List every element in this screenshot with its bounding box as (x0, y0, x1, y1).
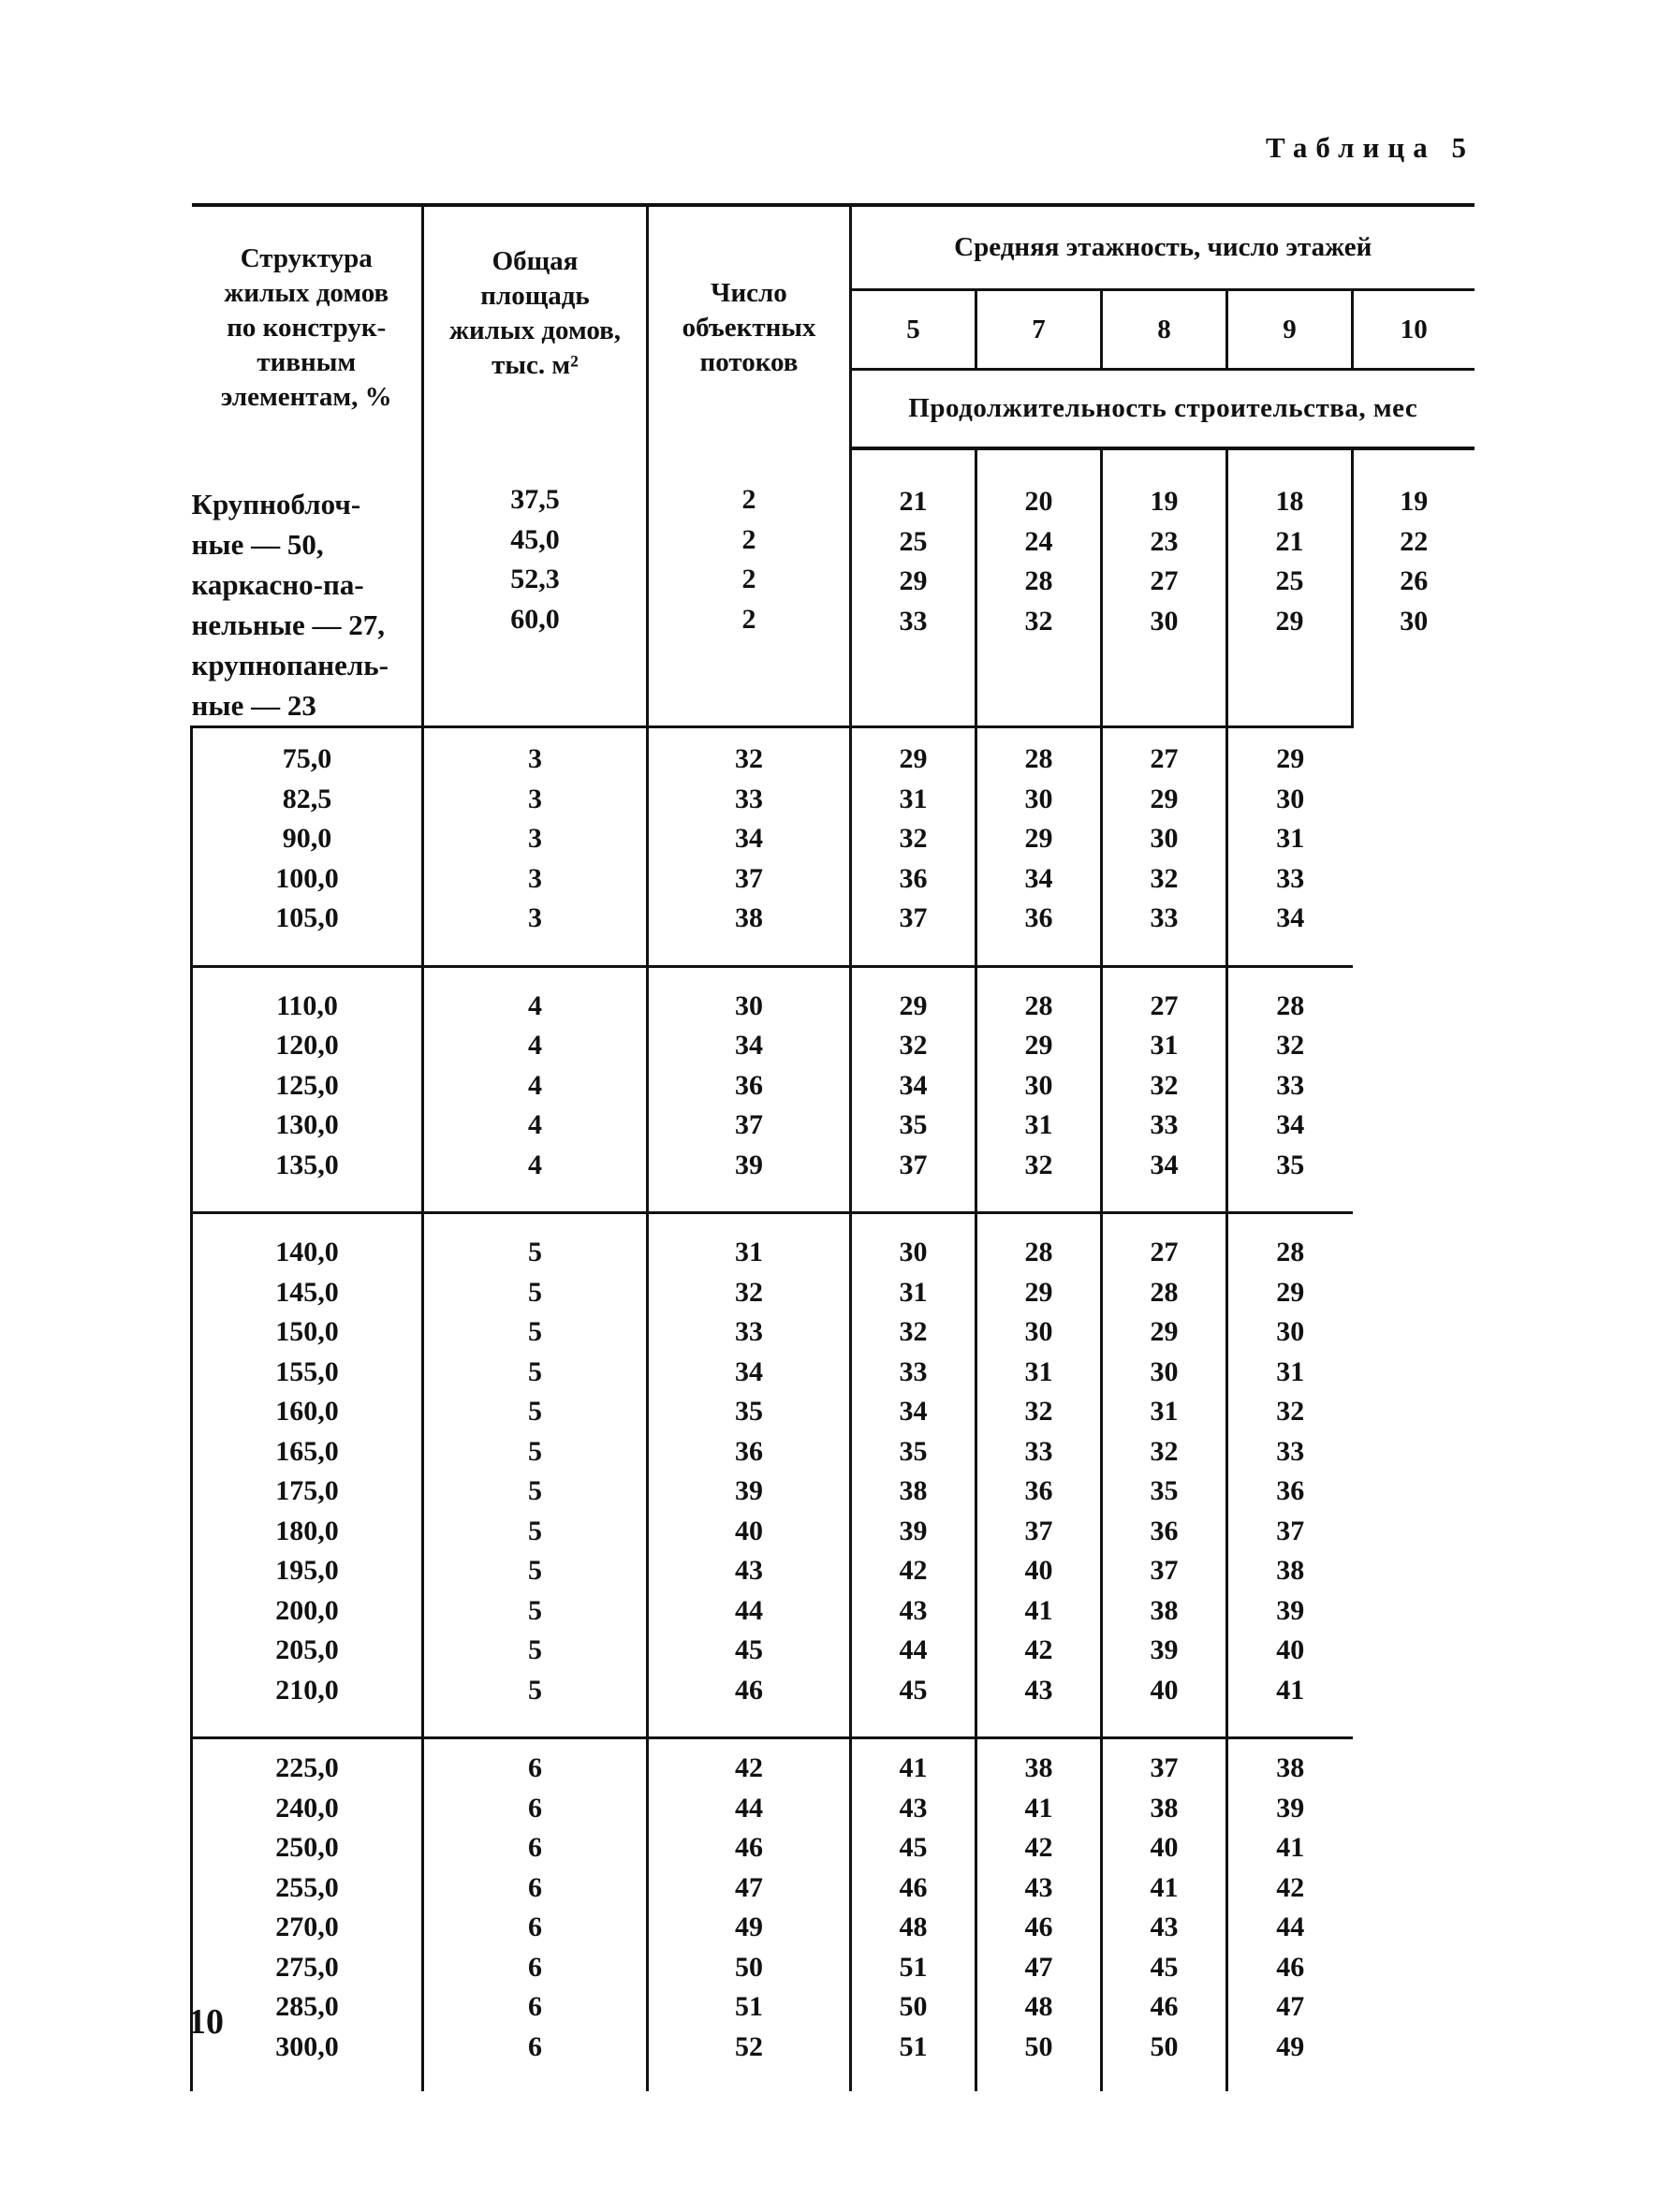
header-duration: Продолжительность строительства, мес (851, 369, 1475, 448)
floor-10-cell: 19 22 26 30 (1353, 448, 1475, 727)
floor-5-cell: 21 25 29 33 (851, 448, 976, 727)
floor-7-cell: 41 43 45 46 48 51 50 51 (851, 1738, 976, 2092)
header-floor-5: 5 (851, 290, 976, 370)
floor-10-cell: 28 29 30 31 32 33 36 37 38 39 40 41 (1227, 1213, 1353, 1738)
flow-group-5 (192, 1213, 1475, 1738)
flows-cell: 2 2 2 2 (648, 448, 851, 727)
area-cell: 225,0 240,0 250,0 255,0 270,0 275,0 285,0 300,0 (192, 1738, 423, 2092)
header-floor-9: 9 (1227, 290, 1353, 370)
table-caption: Таблица 5 (1266, 131, 1475, 164)
floor-9-cell: 37 38 40 41 43 45 46 50 (1102, 1738, 1227, 2092)
flows-cell: 3 3 3 3 3 (423, 727, 648, 967)
page-number: 10 (188, 2002, 224, 2042)
floor-8-cell: 38 41 42 43 46 47 48 50 (976, 1738, 1102, 2092)
flow-group-4 (192, 966, 1475, 1213)
header-area: Общая площадь жилых домов, тыс. м² (423, 205, 648, 448)
structure-cell: Крупноблоч- ные — 50, каркасно-па- нельные — 27, крупнопанель- ные — 23 (191, 488, 389, 722)
floor-9-cell: 27 29 30 32 33 (1102, 727, 1227, 967)
floor-10-cell: 29 30 31 33 34 (1227, 727, 1353, 967)
floor-7-cell: 30 31 32 33 34 35 38 39 42 43 44 45 (851, 1213, 976, 1738)
floor-8-cell: 28 29 30 31 32 (976, 966, 1102, 1213)
floor-10-cell: 38 39 41 42 44 46 47 49 (1227, 1738, 1353, 2092)
flows-cell: 6 6 6 6 6 6 6 6 (423, 1738, 648, 2092)
header-structure: Структура жилых домов по конструк- тивным элементам, % (192, 205, 423, 448)
header-flows: Число объектных потоков (648, 205, 851, 448)
header-floor-7: 7 (976, 290, 1102, 370)
floor-5-cell: 32 33 34 37 38 (648, 727, 851, 967)
area-cell: 75,0 82,5 90,0 100,0 105,0 (192, 727, 423, 967)
header-floor-8: 8 (1102, 290, 1227, 370)
floor-5-cell: 30 34 36 37 39 (648, 966, 851, 1213)
header-floors-group: Средняя этажность, число этажей (851, 205, 1475, 290)
floor-10-cell: 28 32 33 34 35 (1227, 966, 1353, 1213)
floor-7-cell: 29 32 34 35 37 (851, 966, 976, 1213)
flow-group-6 (192, 1738, 1475, 2092)
floor-7-cell: 20 24 28 32 (976, 448, 1102, 727)
floor-9-cell: 27 31 32 33 34 (1102, 966, 1227, 1213)
floor-8-cell: 28 30 29 34 36 (976, 727, 1102, 967)
floor-5-cell: 31 32 33 34 35 36 39 40 43 44 45 46 (648, 1213, 851, 1738)
floor-8-cell: 28 29 30 31 32 33 36 37 40 41 42 43 (976, 1213, 1102, 1738)
floor-7-cell: 29 31 32 36 37 (851, 727, 976, 967)
floor-9-cell: 18 21 25 29 (1227, 448, 1353, 727)
area-cell: 110,0 120,0 125,0 130,0 135,0 (192, 966, 423, 1213)
construction-duration-table (190, 203, 1475, 2091)
flows-cell: 4 4 4 4 4 (423, 966, 648, 1213)
area-cell: 140,0 145,0 150,0 155,0 160,0 165,0 175,0 180,0 195,0 200,0 205,0 210,0 (192, 1213, 423, 1738)
area-cell: 37,5 45,0 52,3 60,0 (423, 448, 648, 727)
floor-5-cell: 42 44 46 47 49 50 51 52 (648, 1738, 851, 2092)
flows-cell: 5 5 5 5 5 5 5 5 5 5 5 5 (423, 1213, 648, 1738)
header-floor-10: 10 (1353, 290, 1475, 370)
flow-group-3 (192, 727, 1475, 967)
floor-8-cell: 19 23 27 30 (1102, 448, 1227, 727)
floor-9-cell: 27 28 29 30 31 32 35 36 37 38 39 40 (1102, 1213, 1227, 1738)
flow-group-2 (192, 448, 1475, 727)
